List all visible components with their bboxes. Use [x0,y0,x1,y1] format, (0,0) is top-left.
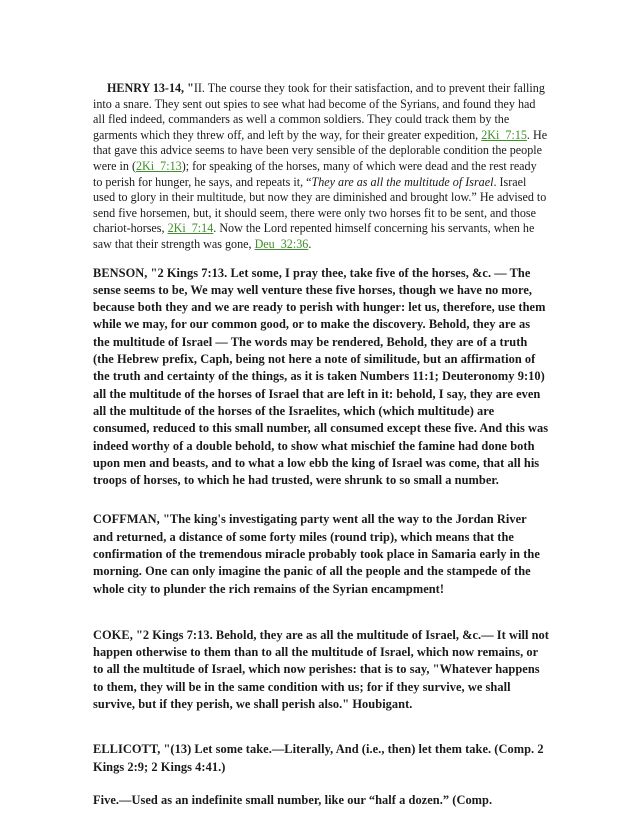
coke-paragraph: COKE, "2 Kings 7:13. Behold, they are as all the multitude of Israel, &c.— It will not happen otherwise to them than to all the multitude of Israel, which now remains, or to all the multitude of Israel, which now perishes: that is to say, "Whatever happens to them, they will be in the same condition with us; for if they survive, we shall survive, but if they perish, we shall perish also." Houbigant. [93,627,549,712]
henry-text-6: . [308,236,312,251]
ellicott-paragraph-1: ELLICOTT, "(13) Let some take.—Literally, And (i.e., then) let them take. (Comp. 2 Kings 2:9; 2 Kings 4:41.) [93,742,544,774]
henry-text-4: . Israel used to glory in their multitude, but now they are diminished and brought low.” He advised to send five horsemen, but, it should seem, there were only two horses fit to be sent, and those chariot-horses, [93,174,547,236]
henry-paragraph [93,81,549,253]
henry-author: HENRY 13-14, " [107,81,194,95]
coffman-paragraph: COFFMAN, "The king's investigating party went all the way to the Jordan River and returned, a distance of some forty miles (round trip), which means that the confirmation of the tremendous miracle probably took place in Samaria early in the morning. One can only imagine the panic of all the people and the stampede of the whole city to plunder the rich remains of the Syrian encampment! [93,512,540,596]
ellicott-paragraph-2: Five.—Used as an indefinite small number, like our “half a dozen.” (Comp. [93,792,493,807]
scripture-link-2ki-7-14[interactable]: 2Ki_7:14 [167,221,214,236]
henry-text-1: II. The course they took for their satisfaction, and to prevent their falling into a snare. They sent out spies to see what had become of the Syrians, and found they had all fled indeed, commanders as well a common soldiers. They could track them by the garments which they threw off, and left by the way, for their greater expedition, [93,81,545,142]
scripture-link-2ki-7-13[interactable]: 2Ki_7:13 [135,158,182,173]
scripture-link-2ki-7-15[interactable]: 2Ki_7:15 [481,127,527,142]
benson-paragraph: BENSON, "2 Kings 7:13. Let some, I pray thee, take five of the horses, &c. — The sense seems to be, We may well venture these five horses, though we have no more, because both they and we are ready to perish with hunger: let us, therefore, use them while we may, for our common good, or to make the discovery. Behold, they are as the multitude of Israel — The words may be rendered, Behold, they are of a truth (the Hebrew prefix, Caph, being not here a note of similitude, but an affirmation of the truth and certainty of the things, as it is taken Numbers 11:1; Deuteronomy 9:10) all the multitude of the horses of Israel that are left in it: behold, I say, they are even all the multitude of the horses of the Israelites, which (which multitude) are consumed, reduced to this small number, all consumed except these five. And this was indeed worthy of a double behold, to show what mischief the famine had done both upon men and beasts, and to what a low ebb the king of Israel was come, that all his troops of horses, to which he had trusted, were shrunk to so small a number. [93,265,549,488]
henry-text-2: . He that gave this advice seems to have been very sensible of the deplorable condition the people were in ( [93,127,548,173]
henry-italic-quote: They are as all the multitude of Israel [311,174,494,189]
henry-text-3: ); for speaking of the horses, many of which were dead and the rest ready to perish for hunger, he says, and repeats it, “ [93,158,537,189]
scripture-link-deu-32-36[interactable]: Deu_32:36 [254,236,309,251]
henry-text-5: . Now the Lord repented himself concerning his servants, when he saw that their strength was gone, [93,221,535,251]
commentary-page [93,81,549,809]
